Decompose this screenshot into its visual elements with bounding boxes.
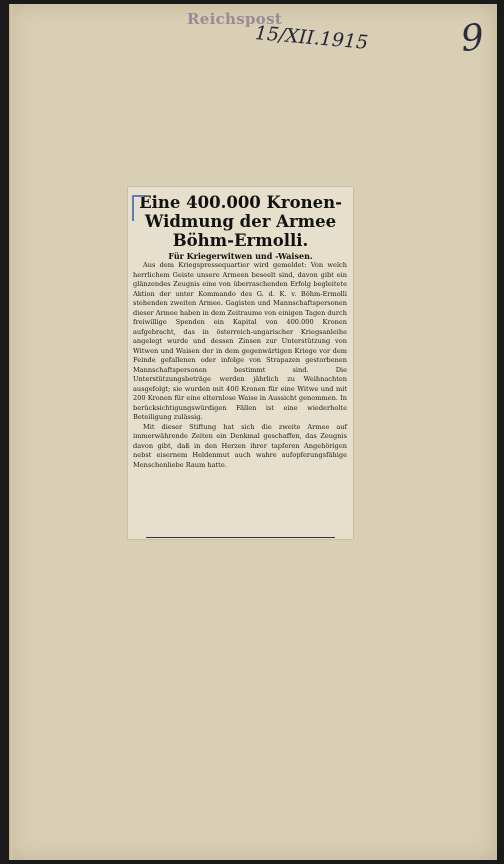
- headline-line-1: Eine 400.000 Kronen-: [139, 193, 342, 212]
- end-rule: [146, 537, 335, 538]
- article-headline: [128, 193, 353, 250]
- handwritten-page-number: 9: [458, 16, 486, 61]
- newspaper-stamp: Reichspost: [187, 10, 283, 28]
- article-body: [133, 261, 347, 470]
- blue-pencil-mark: [132, 195, 144, 221]
- headline-line-3: Böhm-Ermolli.: [172, 231, 309, 250]
- article-paragraph: Aus dem Kriegspressequartier wird gemeldet: Von welch herrlichem Geiste unsere Armeen beseelt sind, davon gibt ein glänzendes Zeugnis eine von überraschenden Erfolg begleitete Aktion der unter Kommando des G. d. K. v. Böhm-Ermolli stehenden zweiten Armee. Gagisten und Mannschaftspersonen dieser Armee haben in dem Zeitraume von einigen Tagen durch freiwillige Spenden ein Kapital von 400.000 Kronen aufgebracht, das in österreich-ungarischer Kriegsanleihe angelegt wurde und dessen Zinsen zur Unterstützung von Witwen und Waisen der in dem gegenwärtigen Kriege vor dem Feinde gefallenen oder infolge von Strapazen gestorbenen Mannschaftspersonen bestimmt sind. Die Unterstützungsbeträge werden jährlich zu Weihnachten ausgefolgt; sie wurden mit 400 Kronen für eine Witwe und mit 200 Kronen für eine elternlose Waise in Aussicht genommen. In berücksichtigungswürdigen Fällen ist eine wiederholte Beteiligung zulässig.: [133, 261, 347, 421]
- sheet-edge: [9, 4, 12, 860]
- archive-sheet: [9, 4, 497, 860]
- article-paragraph: Mit dieser Stiftung hat sich die zweite Armee auf immerwährende Zeiten ein Denkmal geschaffen, das Zeugnis davon gibt, daß in den Herzen ihrer tapferen Angehörigen nebst eisernem Heldenmut auch wahre aufopferungsfähige Menschenliebe Raum hatte.: [133, 422, 347, 469]
- headline-line-2: Widmung der Armee: [144, 212, 337, 231]
- handwritten-date: 15/XII.1915: [254, 22, 370, 54]
- article-subtitle: Für Kriegerwitwen und -Waisen.: [168, 251, 313, 261]
- newspaper-clipping: [128, 187, 353, 539]
